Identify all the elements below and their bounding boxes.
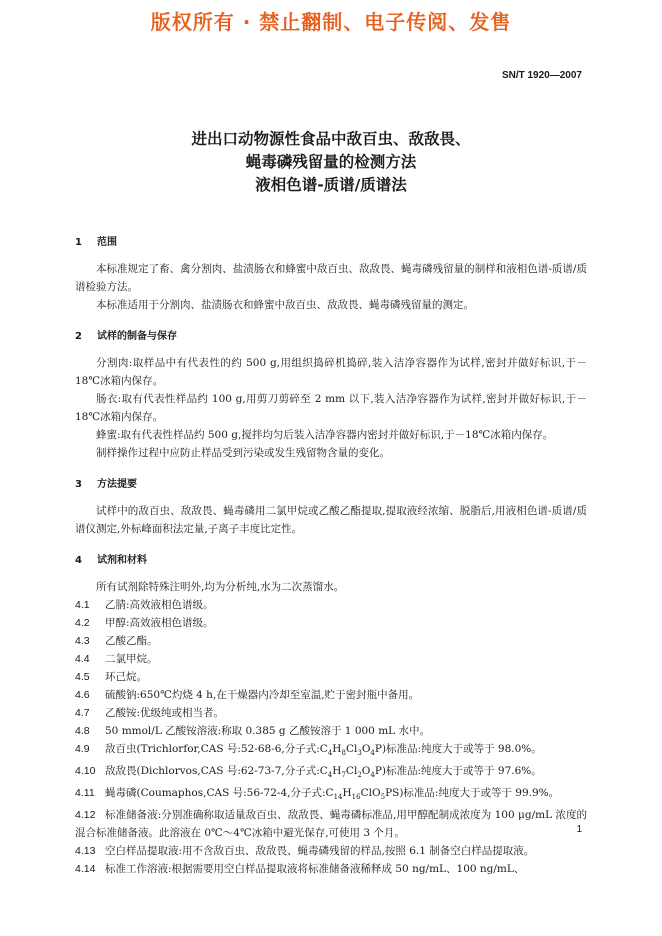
paragraph: 蜂蜜:取有代表性样品约 500 g,搅拌均匀后装入洁净容器内密封并做好标识,于－18℃冰箱内保存。 [96, 429, 554, 441]
document-body [75, 228, 587, 878]
list-item: 4.7 乙酸铵:优级纯或相当者。 [75, 707, 225, 719]
paragraph: 本标准规定了畜、禽分割肉、盐渍肠衣和蜂蜜中敌百虫、敌敌畏、蝇毒磷残留量的制样和液相色谱-质谱/质谱检验方法。 [75, 263, 587, 293]
section-heading-1: 1 范围 [75, 237, 117, 248]
list-item: 4.2 甲醇:高效液相色谱级。 [75, 617, 214, 629]
list-item: 4.10 敌敌畏(Dichlorvos,CAS 号:62-73-7,分子式$:C_4H_7Cl_2O_4P$)标准品:纯度大于或等于 97.6%。 [75, 765, 542, 780]
list-item: 4.11 蝇毒磷(Coumaphos,CAS 号:56-72-4,分子式$:C_{14}H_{16}ClO_5PS$)标准品:纯度大于或等于 99.9%。 [75, 787, 560, 802]
title-line-1: 进出口动物源性食品中敌百虫、敌敌畏、 [191, 130, 471, 148]
title-line-3: 液相色谱-质谱/质谱法 [255, 176, 407, 194]
standard-number: SN/T 1920—2007 [501, 70, 582, 81]
title-line-2: 蝇毒磷残留量的检测方法 [245, 153, 417, 171]
paragraph: 肠衣:取有代表性样品约 100 g,用剪刀剪碎至 2 mm 以下,装入洁净容器作为试样,密封并做好标识,于－18℃冰箱内保存。 [75, 393, 587, 423]
paragraph: 本标准适用于分割肉、盐渍肠衣和蜂蜜中敌百虫、敌敌畏、蝇毒磷残留量的测定。 [96, 299, 474, 311]
list-item: 4.13 空白样品提取液:用不含敌百虫、敌敌畏、蝇毒磷残留的样品,按照 6.1 制备空白样品提取液。 [75, 845, 535, 858]
section-heading-4: 4 试剂和材料 [75, 555, 147, 566]
list-item: 4.14 标准工作溶液:根据需要用空白样品提取液将标准储备液稀释成 50 ng/mL、100 ng/mL、 [75, 863, 525, 876]
paragraph: 试样中的敌百虫、敌敌畏、蝇毒磷用二氯甲烷或乙酸乙酯提取,提取液经浓缩、脱脂后,用液相色谱-质谱/质谱仪测定,外标峰面积法定量,子离子丰度比定性。 [75, 505, 587, 535]
list-item: 4.12 标准储备液:分别准确称取适量敌百虫、敌敌畏、蝇毒磷标准品,用甲醇配制成浓度为 100 μg/mL 浓度的混合标准储备液。此溶液在 0℃～4℃冰箱中避光保存,可使用 3 个月。 [75, 809, 587, 840]
list-item: 4.5 环己烷。 [75, 671, 147, 683]
paragraph: 制样操作过程中应防止样品受到污染或发生残留物含量的变化。 [96, 447, 390, 459]
section-heading-3: 3 方法提要 [75, 479, 137, 490]
page-number: 1 [576, 824, 582, 835]
document-title [0, 128, 662, 197]
list-item: 4.1 乙腈:高效液相色谱级。 [75, 599, 214, 611]
list-item: 4.4 二氯甲烷。 [75, 653, 158, 665]
list-item: 4.9 敌百虫(Trichlorfor,CAS 号:52-68-6,分子式$:C_4H_8Cl_3O_4P$)标准品:纯度大于或等于 98.0%。 [75, 743, 542, 758]
paragraph: 分割肉:取样品中有代表性的约 500 g,用组织捣碎机捣碎,装入洁净容器作为试样,密封并做好标识,于－18℃冰箱内保存。 [75, 357, 587, 387]
list-item: 4.8 50 mmol/L 乙酸铵溶液:称取 0.385 g 乙酸铵溶于 1 000 mL 水中。 [75, 725, 430, 737]
list-item: 4.6 硫酸钠:650℃灼烧 4 h,在干燥器内冷却至室温,贮于密封瓶中备用。 [75, 689, 420, 701]
section-heading-2: 2 试样的制备与保存 [75, 331, 177, 342]
paragraph: 所有试剂除特殊注明外,均为分析纯,水为二次蒸馏水。 [96, 581, 345, 593]
list-item: 4.3 乙酸乙酯。 [75, 635, 158, 647]
copyright-banner: 版权所有 · 禁止翻制、电子传阅、发售 [150, 10, 512, 34]
